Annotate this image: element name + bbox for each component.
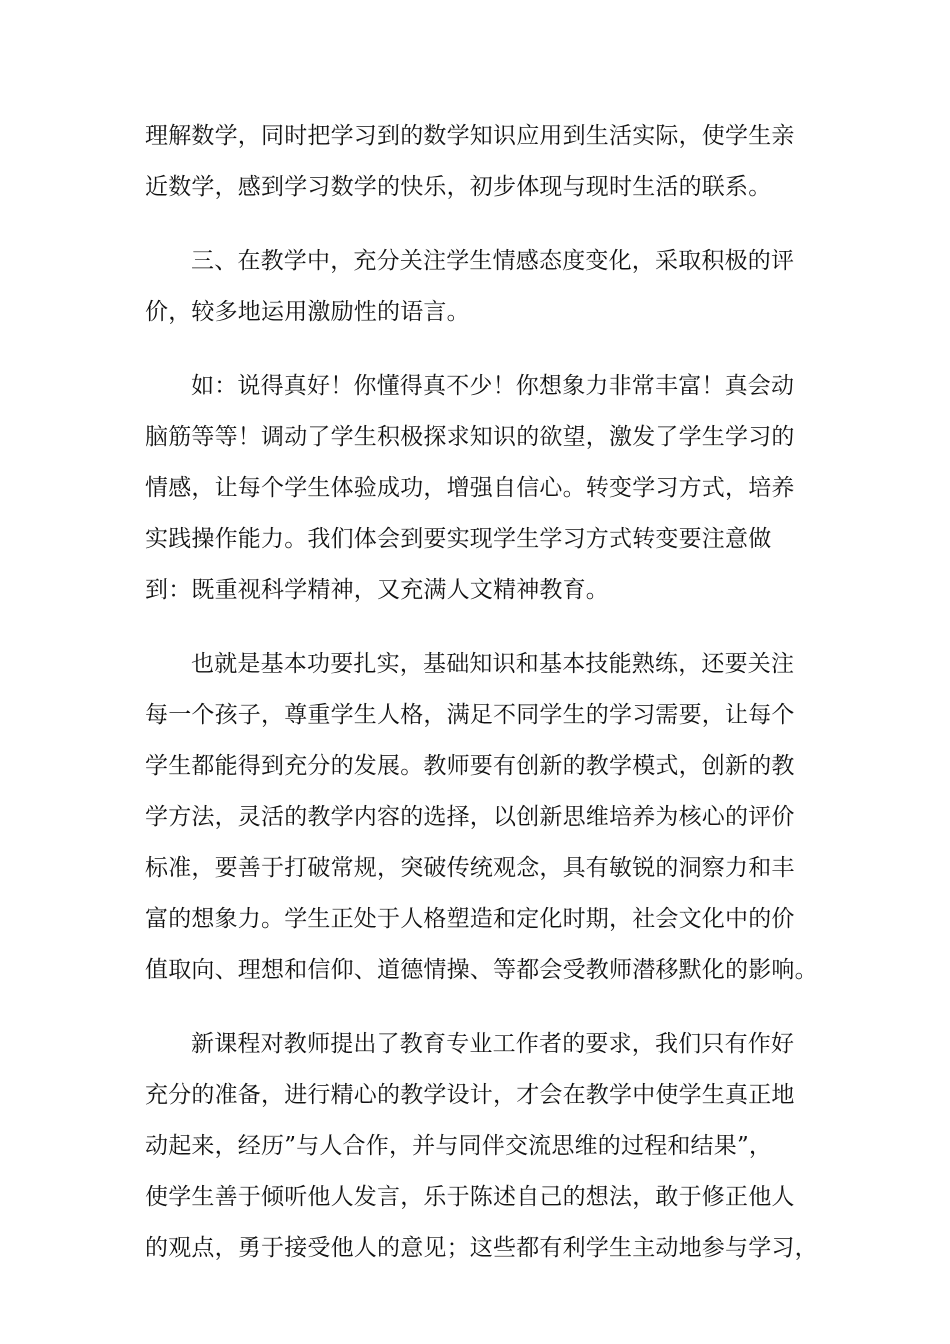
text-line: 脑筋等等！调动了学生积极探求知识的欲望，激发了学生学习的: [145, 424, 795, 450]
text-line: 学生都能得到充分的发展。教师要有创新的教学模式，创新的教: [145, 753, 795, 779]
document-body: [145, 111, 818, 1297]
paragraph-5: [145, 1019, 818, 1274]
text-line: 动起来，经历”与人合作，并与同伴交流思维的过程和结果”，: [145, 1133, 773, 1159]
text-line: 新课程对教师提出了教育专业工作者的要求，我们只有作好: [191, 1031, 795, 1057]
text-line: 理解数学，同时把学习到的数学知识应用到生活实际，使学生亲: [145, 123, 795, 149]
text-line: 近数学，感到学习数学的快乐，初步体现与现时生活的联系。: [145, 174, 772, 200]
text-line: 值取向、理想和信仰、道德情操、等都会受教师潜移默化的影响。: [145, 957, 818, 983]
paragraph-2: [145, 236, 810, 338]
text-line: 充分的准备，进行精心的教学设计，才会在教学中使学生真正地: [145, 1082, 795, 1108]
text-line: 实践操作能力。我们体会到要实现学生学习方式转变要注意做: [145, 526, 772, 552]
text-line: 学方法，灵活的教学内容的选择，以创新思维培养为核心的评价: [145, 804, 795, 830]
paragraph-1: [145, 111, 810, 213]
text-line: 也就是基本功要扎实，基础知识和基本技能熟练，还要关注: [191, 651, 795, 677]
text-line: 情感，让每个学生体验成功，增强自信心。转变学习方式，培养: [145, 475, 795, 501]
text-line: 价，较多地运用激励性的语言。: [145, 299, 470, 325]
text-line: 使学生善于倾听他人发言，乐于陈述自己的想法，敢于修正他人: [145, 1184, 795, 1210]
text-line: 标准，要善于打破常规，突破传统观念，具有敏锐的洞察力和丰: [145, 855, 795, 881]
text-line: 三、在教学中，充分关注学生情感态度变化，采取积极的评: [191, 248, 795, 274]
text-line: 富的想象力。学生正处于人格塑造和定化时期，社会文化中的价: [145, 906, 795, 932]
text-line: 如：说得真好！你懂得真不少！你想象力非常丰富！真会动: [191, 373, 795, 399]
text-line: 到：既重视科学精神，又充满人文精神教育。: [145, 577, 609, 603]
paragraph-3: [145, 361, 810, 616]
text-line: 每一个孩子，尊重学生人格，满足不同学生的学习需要，让每个: [145, 702, 795, 728]
paragraph-4: [145, 639, 818, 996]
text-line: 的观点，勇于接受他人的意见；这些都有利学生主动地参与学习，: [145, 1235, 818, 1261]
